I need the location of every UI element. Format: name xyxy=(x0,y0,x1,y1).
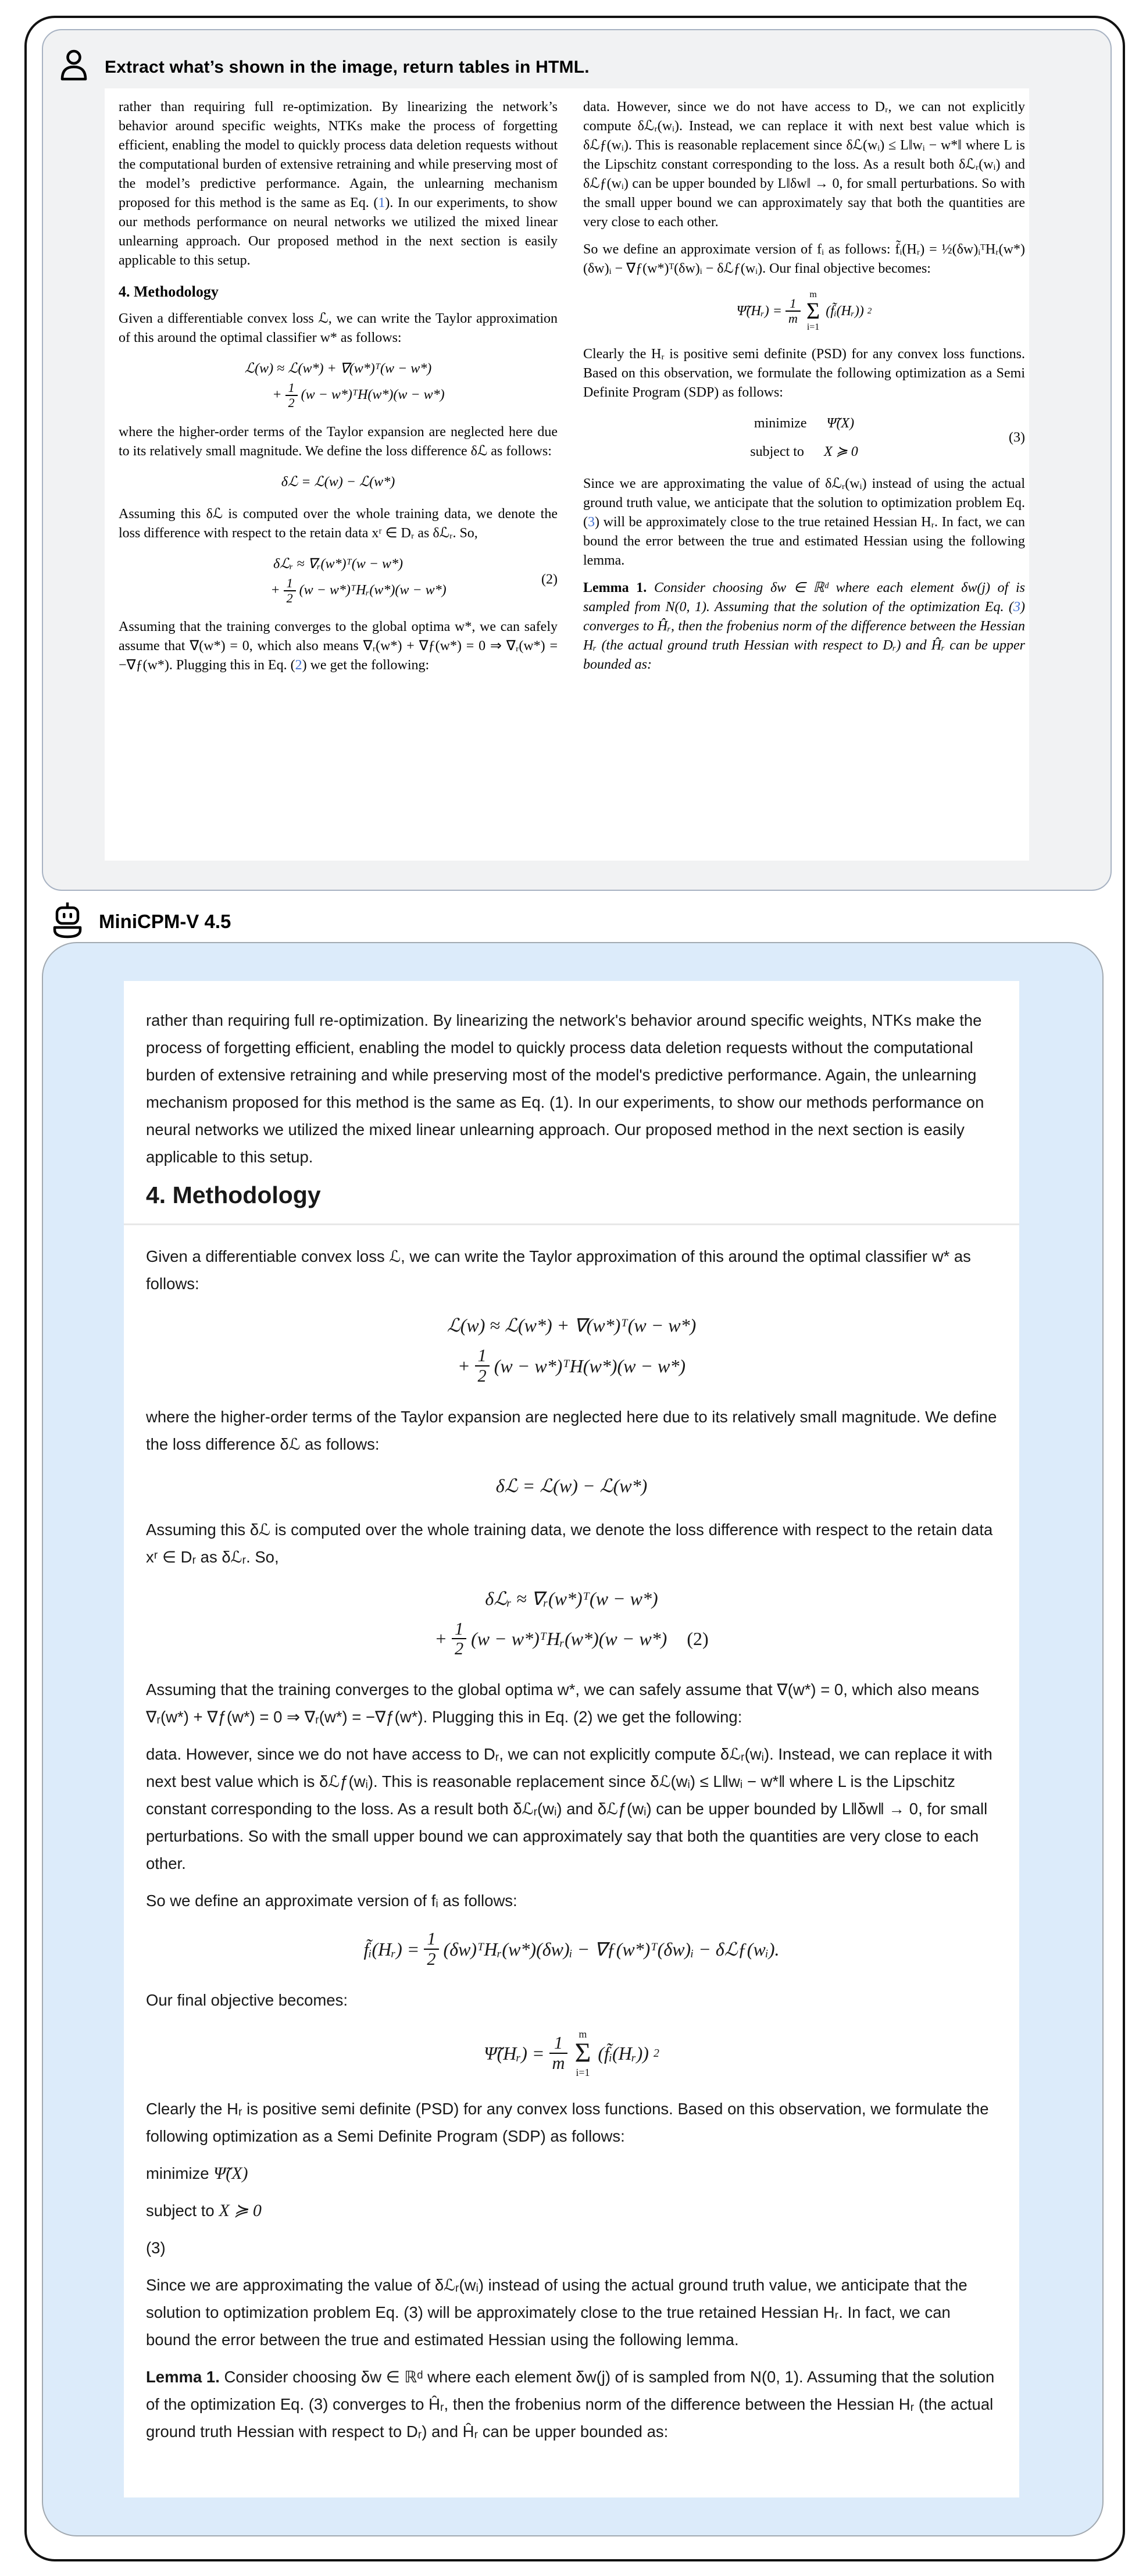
sum-lower-limit: i=1 xyxy=(806,322,820,332)
numerator: 1 xyxy=(427,1929,436,1949)
equation-number: (3) xyxy=(1009,430,1025,445)
equation-taylor xyxy=(119,359,558,410)
paper-section-heading: 4. Methodology xyxy=(119,283,219,300)
lemma-text: Consider choosing δw ∈ ℝᵈ where each element δw(j) of is sampled from N(0, 1). Assuming that the solution of the optimization Eq. (3) converges to Ĥᵣ, then the frobenius norm of the difference between the Hessian Hᵣ (the actual ground truth Hessian with respect to Dᵣ) and Ĥᵣ can be upper bounded as: xyxy=(146,2367,995,2441)
person-icon xyxy=(59,49,88,85)
robot-icon xyxy=(50,901,85,942)
subject-to-label: subject to xyxy=(146,2201,219,2220)
equation-text: Ψ̃(X) xyxy=(826,416,855,431)
minimize-label: minimize xyxy=(754,416,807,431)
equation-text: X ≽ 0 xyxy=(823,444,858,459)
equation-line xyxy=(146,2029,997,2078)
answer-paragraph: where the higher-order terms of the Taylor expansion are neglected here due to its relatively small magnitude. We define the loss difference δℒ as follows: xyxy=(146,1407,997,1453)
equation-2 xyxy=(146,1586,997,1659)
equation-line xyxy=(146,1619,997,1659)
sigma: Σ xyxy=(806,298,820,324)
paper-text: Since we are approximating the value of δℒᵣ(wᵢ) instead of using the actual ground truth value, we anticipate that the solution to optimization problem Eq. ( xyxy=(583,476,1025,530)
answer-paragraph: Since we are approximating the value of δℒᵣ(wᵢ) instead of using the actual ground truth value, we anticipate that the solution to optimization problem Eq. (3) will be approximately close to the true retained Hessian Hᵣ. In fact, we can bound the error between the true and estimated Hessian using the following lemma. xyxy=(146,2275,967,2349)
attached-paper-image xyxy=(105,88,1029,861)
fraction-one-over-m xyxy=(549,2033,568,2073)
equation-f-tilde xyxy=(146,1929,997,1969)
equation-text: (w − w*)ᵀH(w*)(w − w*) xyxy=(301,387,445,403)
eq-reference-link: 1 xyxy=(378,195,385,210)
equation-line: ℒ(w) ≈ ℒ(w*) + ∇(w*)ᵀ(w − w*) xyxy=(244,361,432,376)
numerator: 1 xyxy=(286,575,293,590)
assistant-message-card xyxy=(42,942,1104,2536)
denominator: 2 xyxy=(285,395,298,410)
equation-text: Ψ̃(Hᵣ) = xyxy=(484,2042,545,2064)
equation-number: (2) xyxy=(541,572,558,587)
fraction-one-half xyxy=(452,1619,466,1659)
paper-text: ). In our experiments, to show our methods performance on neural networks we utilized the mixed linear unlearning approach. Our proposed method in the next section is easily applicable to this setup. xyxy=(119,195,558,268)
paper-paragraph: Assuming this δℒ is computed over the whole training data, we denote the loss difference with respect to the retain data xʳ ∈ Dᵣ as δℒᵣ. So, xyxy=(119,506,558,541)
equation-2 xyxy=(119,555,558,605)
plus-sign: + xyxy=(270,583,280,598)
answer-paragraph: Given a differentiable convex loss ℒ, we can write the Taylor approximation of this around the optimal classifier w* as follows: xyxy=(146,1247,971,1293)
sum-lower-limit: i=1 xyxy=(576,2066,590,2078)
equation-line xyxy=(159,381,558,410)
lemma-paragraph xyxy=(583,579,1025,675)
paper-paragraph xyxy=(119,98,558,270)
equation-line: δℒᵣ ≈ ∇ᵣ(w*)ᵀ(w − w*) xyxy=(273,556,403,572)
user-header xyxy=(59,49,590,85)
answer-paragraph: Our final objective becomes: xyxy=(146,1990,348,2009)
lemma-label: Lemma 1. xyxy=(583,580,647,595)
summation-symbol xyxy=(574,2029,591,2078)
equation-loss-difference xyxy=(146,1473,997,1498)
denominator: 2 xyxy=(452,1638,466,1658)
answer-paragraph: rather than requiring full re-optimization. By linearizing the network's behavior around specific weights, NTKs make the process of forgetting efficient, enabling the model to quickly process data deletion requests without the computational burden of extensive retraining and while preserving most of the model's predictive performance. Again, the unlearning mechanism proposed for this method is the same as Eq. (1). In our experiments, to show our methods performance on neural networks we utilized the mixed linear unlearning approach. Our proposed method in the next section is easily applicable to this setup. xyxy=(146,1011,984,1166)
equation-text: (w − w*)ᵀHᵣ(w*)(w − w*) xyxy=(471,1628,667,1650)
fraction-one-half xyxy=(285,381,298,410)
denominator: 2 xyxy=(284,590,296,605)
answer-paragraph: Assuming this δℒ is computed over the whole training data, we denote the loss difference with respect to the retain data xʳ ∈ Dᵣ as δℒᵣ. So, xyxy=(146,1520,993,1566)
equation-text: (w − w*)ᵀHᵣ(w*)(w − w*) xyxy=(299,583,447,598)
exponent: 2 xyxy=(867,306,872,316)
fraction-one-half xyxy=(475,1346,490,1386)
paper-text: ) will be approximately close to the true retained Hessian Hᵣ. In fact, we can bound the error between the true and estimated Hessian using the following lemma. xyxy=(583,515,1025,568)
lemma-paragraph xyxy=(146,2363,997,2445)
section-divider xyxy=(124,1223,1019,1225)
equation-objective xyxy=(583,290,1025,332)
equation-text: X ≽ 0 xyxy=(219,2200,262,2220)
paper-paragraph xyxy=(583,474,1025,570)
paper-paragraph: So we define an approximate version of fᵢ as follows: f̃ᵢ(Hᵣ) = ½(δw)ᵢᵀHᵣ(w*)(δw)ᵢ − ∇ƒ(w*)ᵀ(δw)ᵢ − δℒƒ(wᵢ). Our final objective becomes: xyxy=(583,242,1025,276)
paper-text: ) we get the following: xyxy=(302,658,430,673)
numerator: 1 xyxy=(288,380,295,395)
summation-symbol xyxy=(806,290,820,332)
answer-minimize-line xyxy=(146,2160,997,2187)
answer-paragraph: data. However, since we do not have access to Dᵣ, we can not explicitly compute δℒᵣ(wᵢ). Instead, we can replace it with next best value which is δℒƒ(wᵢ). This is reasonable replacement since δℒ(wᵢ) ≤ L‖wᵢ − w*‖ where L is the Lipschitz constant corresponding to the loss. As a result both δℒᵣ(wᵢ) and δℒƒ(wᵢ) can be upper bounded by L‖δw‖ → 0, for small perturbations. So with the small upper bound we can approximately say that both the quantities are very close to each other. xyxy=(146,1745,992,1873)
paper-paragraph: Clearly the Hᵣ is positive semi definite (PSD) for any convex loss functions. Based on this observation, we formulate the following optimization as a Semi Definite Program (SDP) as follows: xyxy=(583,347,1025,400)
subject-to-label: subject to xyxy=(750,444,804,459)
equation-text: (f̃ᵢ(Hᵣ)) xyxy=(826,303,864,319)
equation-text: Ψ̃(X) xyxy=(213,2163,248,2183)
equation-line xyxy=(146,1929,997,1969)
fraction-one-half xyxy=(424,1929,438,1969)
equation-line: ℒ(w) ≈ ℒ(w*) + ∇(w*)ᵀ(w − w*) xyxy=(447,1315,697,1336)
paper-text: Assuming that the training converges to the global optima w*, we can safely assume that ∇(w*) = 0, which also means ∇ᵣ(w*) + ∇ƒ(w*) = 0 ⇒ ∇ᵣ(w*) = −∇ƒ(w*). Plugging this in Eq. ( xyxy=(119,619,558,673)
answer-section-heading: 4. Methodology xyxy=(146,1182,321,1208)
paper-paragraph: where the higher-order terms of the Taylor expansion are neglected here due to its relatively small magnitude. We define the loss difference δℒ as follows: xyxy=(119,424,558,459)
sigma: Σ xyxy=(574,2037,591,2068)
minimize-label: minimize xyxy=(146,2164,214,2182)
equation-line xyxy=(754,414,854,433)
paper-paragraph: data. However, since we do not have access to Dᵣ, we can not explicitly compute δℒᵣ(wᵢ). Instead, we can replace it with next best value which is δℒƒ(wᵢ). This is reasonable replacement since δℒ(wᵢ) ≤ L‖wᵢ − w*‖ where L is the Lipschitz constant corresponding to the loss. As a result both δℒᵣ(wᵢ) and δℒƒ(wᵢ) can be upper bounded by L‖δw‖ → 0, for small perturbations. So with the small upper bound we can approximately say that both the quantities are very close to each other. xyxy=(583,99,1025,230)
paper-paragraph: Given a differentiable convex loss ℒ, we can write the Taylor approximation of this around the optimal classifier w* as follows: xyxy=(119,311,558,345)
equation-line: δℒ = ℒ(w) − ℒ(w*) xyxy=(495,1475,648,1496)
eq-reference-link: 2 xyxy=(295,658,302,673)
denominator: 2 xyxy=(424,1949,438,1969)
equation-number: (2) xyxy=(687,1628,709,1650)
exponent: 2 xyxy=(653,2046,659,2060)
equation-3-sdp xyxy=(583,414,1025,462)
eq-reference-link: 3 xyxy=(588,515,595,530)
paper-paragraph xyxy=(119,618,558,675)
assistant-answer-body xyxy=(124,981,1019,2497)
paper-right-column xyxy=(583,98,1025,855)
plus-sign: + xyxy=(272,387,282,403)
equation-text: f̃ᵢ(Hᵣ) = xyxy=(363,1939,420,1960)
equation-line: δℒᵣ ≈ ∇ᵣ(w*)ᵀ(w − w*) xyxy=(485,1587,658,1609)
plus-sign: + xyxy=(434,1628,447,1650)
sum-upper-limit: m xyxy=(809,290,817,299)
fraction-one-half xyxy=(284,576,296,605)
answer-paragraph: Clearly the Hᵣ is positive semi definite (PSD) for any convex loss functions. Based on this observation, we formulate the following optimization as a Semi Definite Program (SDP) as follows: xyxy=(146,2099,989,2145)
equation-line xyxy=(583,290,1025,332)
denominator: 2 xyxy=(475,1365,490,1386)
numerator: 1 xyxy=(454,1618,464,1639)
equation-text: (f̃ᵢ(Hᵣ)) xyxy=(598,2042,649,2064)
equation-loss-difference xyxy=(119,473,558,492)
answer-equation-number-line: (3) xyxy=(146,2238,166,2257)
lemma-text: ) converges to Ĥᵣ, then the frobenius norm of the difference between the Hessian Hᵣ (the actual ground truth Hessian with respect to Dᵣ) and Ĥᵣ can be upper bounded as: xyxy=(583,600,1025,672)
denominator: m xyxy=(549,2053,568,2073)
equation-text: (δw)ᵀHᵣ(w*)(δw)ᵢ − ∇ƒ(w*)ᵀ(δw)ᵢ − δℒƒ(wᵢ). xyxy=(443,1939,780,1960)
equation-line xyxy=(146,1346,997,1386)
numerator: 1 xyxy=(790,296,797,311)
equation-line xyxy=(750,443,858,462)
numerator: 1 xyxy=(554,2033,563,2053)
fraction-one-over-m xyxy=(785,297,801,326)
paper-left-column xyxy=(119,98,558,855)
lemma-text: Consider choosing δw ∈ ℝᵈ where each element δw(j) of is sampled from N(0, 1). Assuming that the solution of the optimization Eq. ( xyxy=(583,580,1025,615)
eq-reference-link: 3 xyxy=(1013,600,1020,615)
screenshot-frame xyxy=(24,16,1125,2561)
equation-text: (w − w*)ᵀH(w*)(w − w*) xyxy=(494,1355,686,1376)
user-message-card xyxy=(42,29,1112,891)
sum-upper-limit: m xyxy=(579,2028,587,2040)
numerator: 1 xyxy=(477,1346,487,1365)
answer-subject-to-line xyxy=(146,2197,997,2224)
equation-objective xyxy=(146,2029,997,2078)
paper-text: rather than requiring full re-optimization. By linearizing the network’s behavior around specific weights, NTKs make the process of forgetting efficient, enabling the model to quickly process data deletion requests without the computational burden of extensive retraining and while preserving most of the model’s predictive performance. Again, the unlearning mechanism proposed for this method is the same as Eq. ( xyxy=(119,99,558,210)
equation-taylor xyxy=(146,1312,997,1386)
model-name: MiniCPM-V 4.5 xyxy=(99,910,231,932)
denominator: m xyxy=(785,311,801,326)
equation-line: δℒ = ℒ(w) − ℒ(w*) xyxy=(281,474,395,490)
equation-text: Ψ̃(Hᵣ) = xyxy=(736,303,782,319)
answer-paragraph: So we define an approximate version of fᵢ as follows: xyxy=(146,1892,517,1910)
equation-line xyxy=(159,576,558,605)
assistant-header xyxy=(50,901,231,942)
user-prompt-text: Extract what’s shown in the image, return tables in HTML. xyxy=(105,57,590,77)
answer-paragraph: Assuming that the training converges to the global optima w*, we can safely assume that ∇(w*) = 0, which also means ∇ᵣ(w*) + ∇ƒ(w*) = 0 ⇒ ∇ᵣ(w*) = −∇ƒ(w*). Plugging this in Eq. (2) we get the following: xyxy=(146,1681,980,1726)
lemma-label: Lemma 1. xyxy=(146,2367,220,2386)
plus-sign: + xyxy=(457,1355,470,1376)
